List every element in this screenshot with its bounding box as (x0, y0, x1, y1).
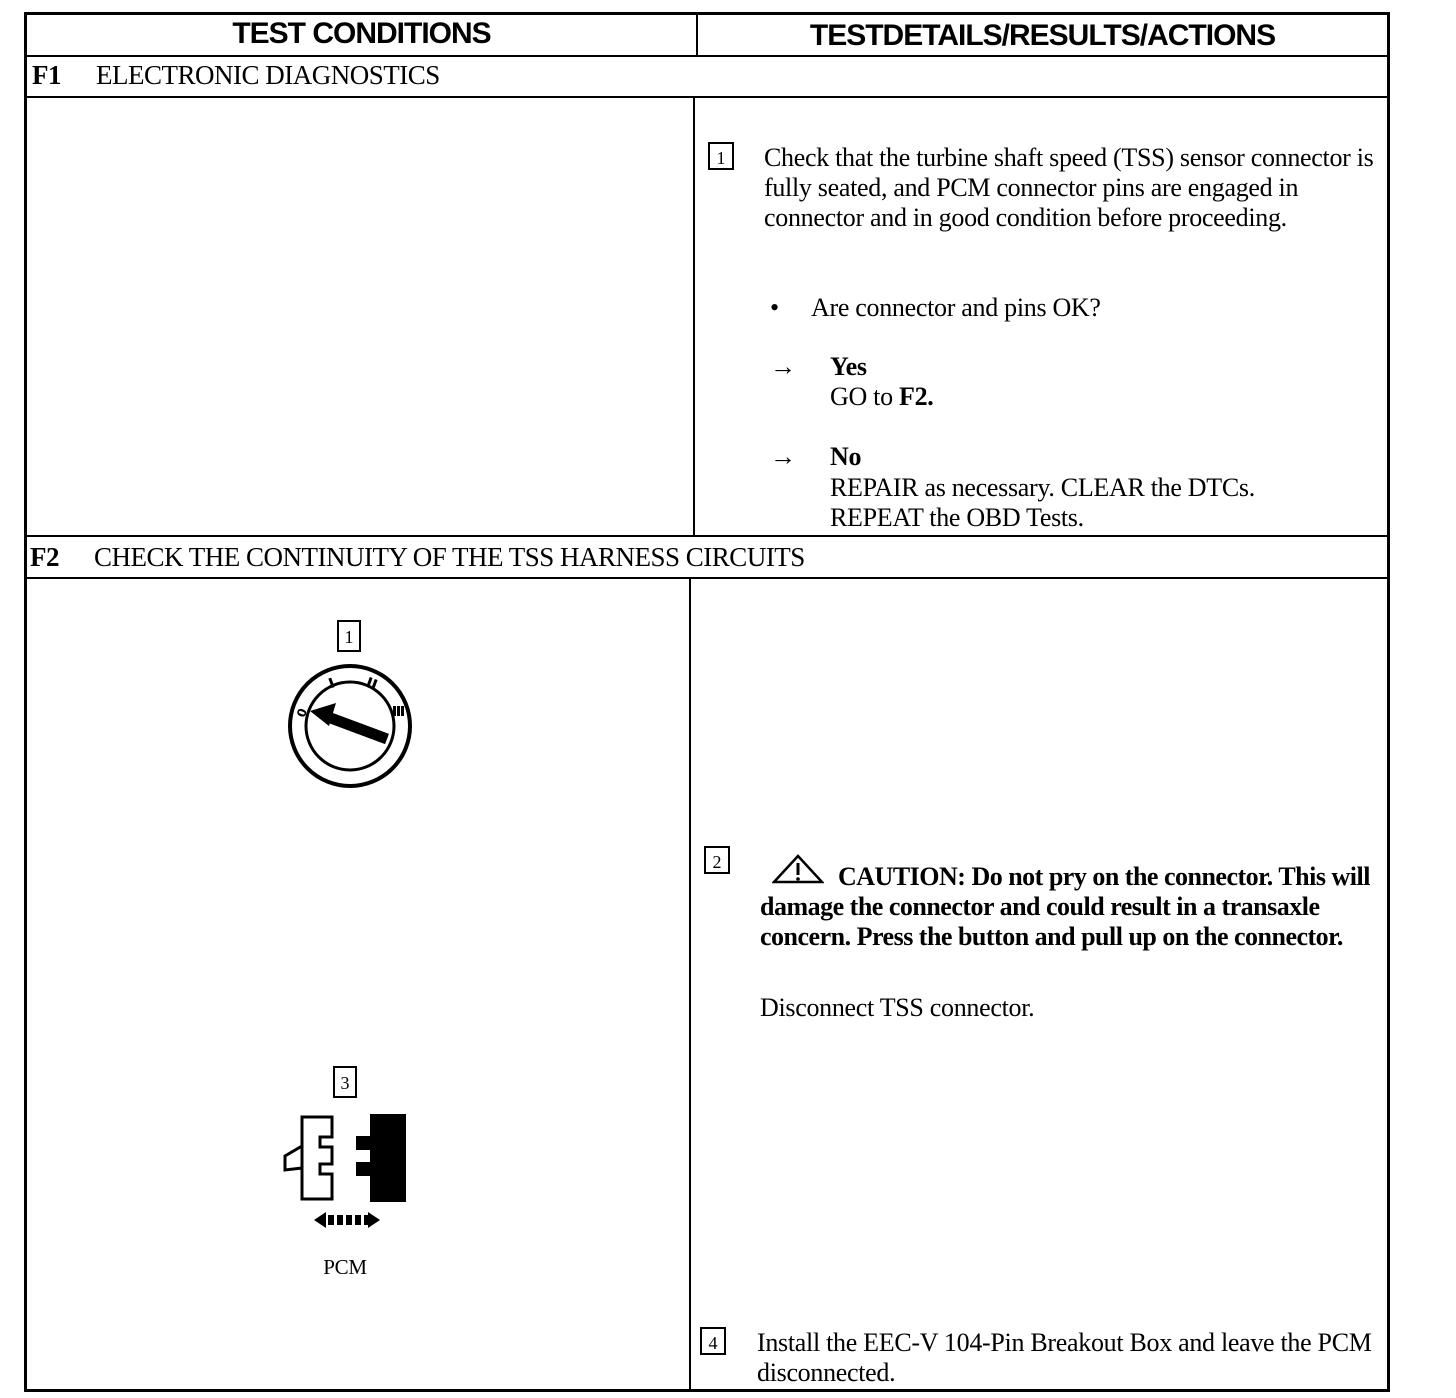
table-border-top (24, 12, 1390, 15)
header-rule (24, 55, 1390, 57)
illustration-1-number: 1 (337, 620, 361, 652)
no-label: No (830, 442, 862, 471)
f2-title-rule-top (24, 535, 1390, 537)
f1-section-label: ELECTRONIC DIAGNOSTICS (96, 60, 440, 90)
f2-step-2-number: 2 (704, 846, 730, 874)
header-test-conditions: TEST CONDITIONS (232, 17, 491, 50)
no-arrow-icon: → (770, 442, 796, 471)
pcm-connector-icon (282, 1112, 410, 1236)
f2-title-rule-bottom (24, 577, 1390, 579)
table-border-bottom (24, 1389, 1390, 1392)
f2-column-divider (689, 577, 691, 1391)
f1-section-title (32, 60, 440, 91)
f2-section-label: CHECK THE CONTINUITY OF THE TSS HARNESS CIRCUITS (94, 542, 805, 572)
yes-action-target: F2. (898, 382, 934, 411)
table-border-left (24, 12, 27, 1392)
f2-section-title (30, 542, 805, 573)
pcm-label: PCM (323, 1255, 367, 1279)
no-action-line-2: REPEAT the OBD Tests. (830, 503, 1084, 532)
table-border-right (1387, 12, 1390, 1392)
yes-arrow-icon: → (770, 352, 796, 381)
f1-section-id: F1 (32, 60, 61, 90)
f2-section-id: F2 (30, 542, 59, 572)
header-test-details: TESTDETAILS/RESULTS/ACTIONS (809, 19, 1276, 52)
yes-label: Yes (830, 352, 867, 381)
ignition-switch-icon (284, 660, 416, 792)
f1-step-1-text: Check that the turbine shaft speed (TSS) sensor connector is fully seated, and PCM connector pins are engaged in connector and in good condition before proceeding. (764, 143, 1374, 232)
f1-step-1-number: 1 (708, 142, 734, 170)
f1-question: Are connector and pins OK? (811, 293, 1101, 322)
bullet-glyph: • (770, 293, 779, 322)
yes-action-text: GO to (830, 382, 899, 411)
f2-step-2-action: Disconnect TSS connector. (760, 993, 1035, 1022)
f2-step-4-number: 4 (700, 1327, 726, 1355)
f1-column-divider (693, 96, 695, 536)
f1-title-rule (24, 96, 1390, 98)
no-action-line-1: REPAIR as necessary. CLEAR the DTCs. (830, 473, 1255, 502)
f2-step-4-text: Install the EEC-V 104-Pin Breakout Box and leave the PCM disconnected. (757, 1328, 1372, 1387)
svg-text:0: 0 (294, 706, 311, 720)
yes-action (830, 382, 933, 412)
illustration-3-number: 3 (333, 1066, 357, 1098)
caution-text: CAUTION: Do not pry on the connector. This will damage the connector and could result in a transaxle concern. Press the button and pull up on the connector. (760, 862, 1370, 951)
